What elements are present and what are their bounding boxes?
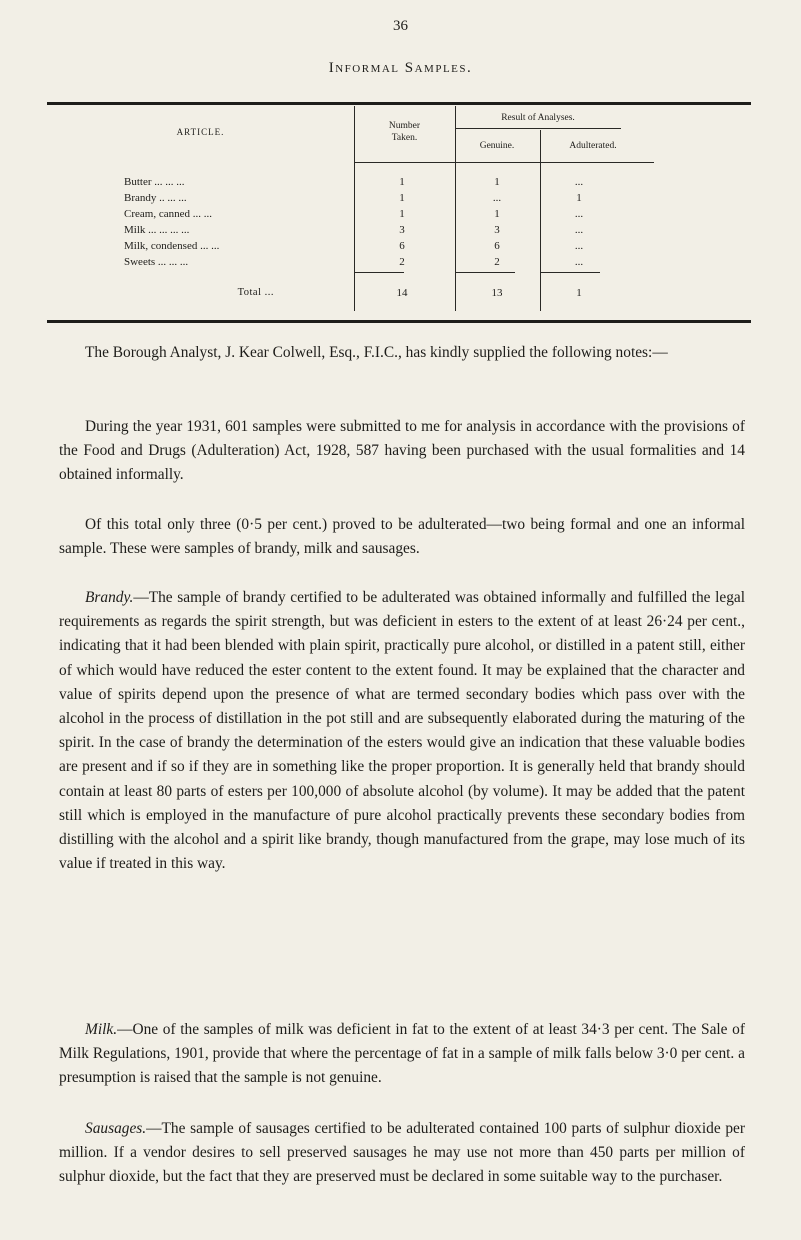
row-number: 2 (399, 256, 405, 268)
paragraph-intro: The Borough Analyst, J. Kear Colwell, Esq., F.I.C., has kindly supplied the following notes:— (85, 344, 668, 361)
table-divider (354, 272, 404, 273)
table-row (47, 192, 751, 208)
row-genuine: ... (492, 192, 502, 204)
row-article: Brandy .. ... ... (124, 192, 187, 204)
body-text (59, 415, 745, 488)
table-row (47, 176, 751, 192)
table-divider (455, 128, 621, 129)
paragraph-sausages (59, 1117, 745, 1190)
row-genuine: 1 (494, 176, 500, 188)
header-article: ARTICLE. (176, 127, 225, 137)
milk-text: —One of the samples of milk was deficient in fat to the extent of at least 34·3 per cent. The Sale of Milk Regulations, 1901, provide that where the percentage of fat in a sample of milk falls below 3·0 per cent. a presumption is raised that the sample is not genuine. (59, 1021, 745, 1087)
paragraph-milk (59, 1018, 745, 1091)
row-number: 3 (399, 224, 405, 236)
row-adulterated: ... (574, 176, 584, 188)
header-number-line2: Taken. (391, 133, 418, 143)
table-row (47, 240, 751, 256)
table-row (47, 256, 751, 272)
table-bottom-rule (47, 320, 751, 323)
header-adulterated: Adulterated. (569, 141, 617, 151)
row-article: Milk ... ... ... ... (124, 224, 190, 236)
row-number: 1 (399, 176, 405, 188)
body-text (59, 586, 745, 876)
row-article: Sweets ... ... ... (124, 256, 189, 268)
total-adulterated: 1 (576, 287, 582, 299)
body-text (59, 1018, 745, 1091)
table-row (47, 208, 751, 224)
row-genuine: 2 (494, 256, 500, 268)
row-number: 1 (399, 208, 405, 220)
header-genuine: Genuine. (479, 141, 515, 151)
page-number: 36 (393, 18, 408, 34)
samples-table (47, 106, 751, 321)
header-number-taken (354, 120, 455, 144)
row-number: 6 (399, 240, 405, 252)
total-number: 14 (396, 287, 408, 299)
header-result-of-analyses: Result of Analyses. (501, 113, 575, 123)
row-genuine: 6 (494, 240, 500, 252)
total-genuine: 13 (491, 287, 503, 299)
sausages-text: —The sample of sausages certified to be adulterated contained 100 parts of sulphur dioxide per million. If a vendor desires to sell preserved sausages he may use not more than 450 parts per million of sulphur dioxide, but the fact that they are preserved must be declared in some suitable way to the purchaser. (59, 1120, 745, 1186)
table-divider (540, 272, 600, 273)
body-text (59, 513, 745, 561)
sausages-heading: Sausages. (85, 1120, 147, 1137)
row-article: Milk, condensed ... ... (124, 240, 220, 252)
table-row (47, 224, 751, 240)
row-adulterated: ... (574, 224, 584, 236)
section-title: Informal Samples. (328, 60, 473, 76)
row-adulterated: 1 (576, 192, 582, 204)
body-text (59, 341, 745, 365)
row-number: 1 (399, 192, 405, 204)
milk-heading: Milk. (85, 1021, 118, 1038)
body-text (59, 1117, 745, 1190)
table-top-rule (47, 102, 751, 105)
table-total-row (47, 287, 751, 303)
row-adulterated: ... (574, 240, 584, 252)
row-adulterated: ... (574, 208, 584, 220)
row-article: Butter ... ... ... (124, 176, 185, 188)
header-number-line1: Number (388, 121, 421, 131)
row-genuine: 3 (494, 224, 500, 236)
table-divider (455, 272, 515, 273)
brandy-heading: Brandy. (85, 589, 134, 606)
paragraph-brandy (59, 586, 745, 876)
paragraph-samples-count: During the year 1931, 601 samples were submitted to me for analysis in accordance with the provisions of the Food and Drugs (Adulteration) Act, 1928, 587 having been purchased with the usual formalities and 14 obtained informally. (59, 418, 745, 484)
table-divider (354, 162, 654, 163)
total-label: Total ... (237, 287, 274, 298)
row-adulterated: ... (574, 256, 584, 268)
brandy-text: —The sample of brandy certified to be adulterated was obtained informally and fulfilled the legal requirements as regards the spirit strength, but was deficient in esters to the extent of at least 26·24 per cent., indicating that it had been blended with plain spirit, practically pure alcohol, or distilled in a patent still, either of which would have reduced the ester content to the extent found. It may be explained that the character and value of spirits depend upon the presence of what are termed secondary bodies which pass over with the alcohol in the process of distillation in the pot still and are subsequently elaborated during the maturing of the spirit. In the case of brandy the determination of the esters would give an indication that these valuable bodies are present and if so if they are in something like the proper proportion. It is generally held that brandy should contain at least 80 parts of esters per 100,000 of absolute alcohol (by volume). It may be added that the patent still which is employed in the manufacture of pure alcohol practically prevents these secondary bodies from distilling with the alcohol and a spirit like brandy, though manufactured from the grape, may lose much of its value if treated in this way. (59, 589, 745, 873)
paragraph-adulterated-summary: Of this total only three (0·5 per cent.) proved to be adulterated—two being formal and one an informal sample. These were samples of brandy, milk and sausages. (59, 516, 745, 558)
row-article: Cream, canned ... ... (124, 208, 212, 220)
row-genuine: 1 (494, 208, 500, 220)
